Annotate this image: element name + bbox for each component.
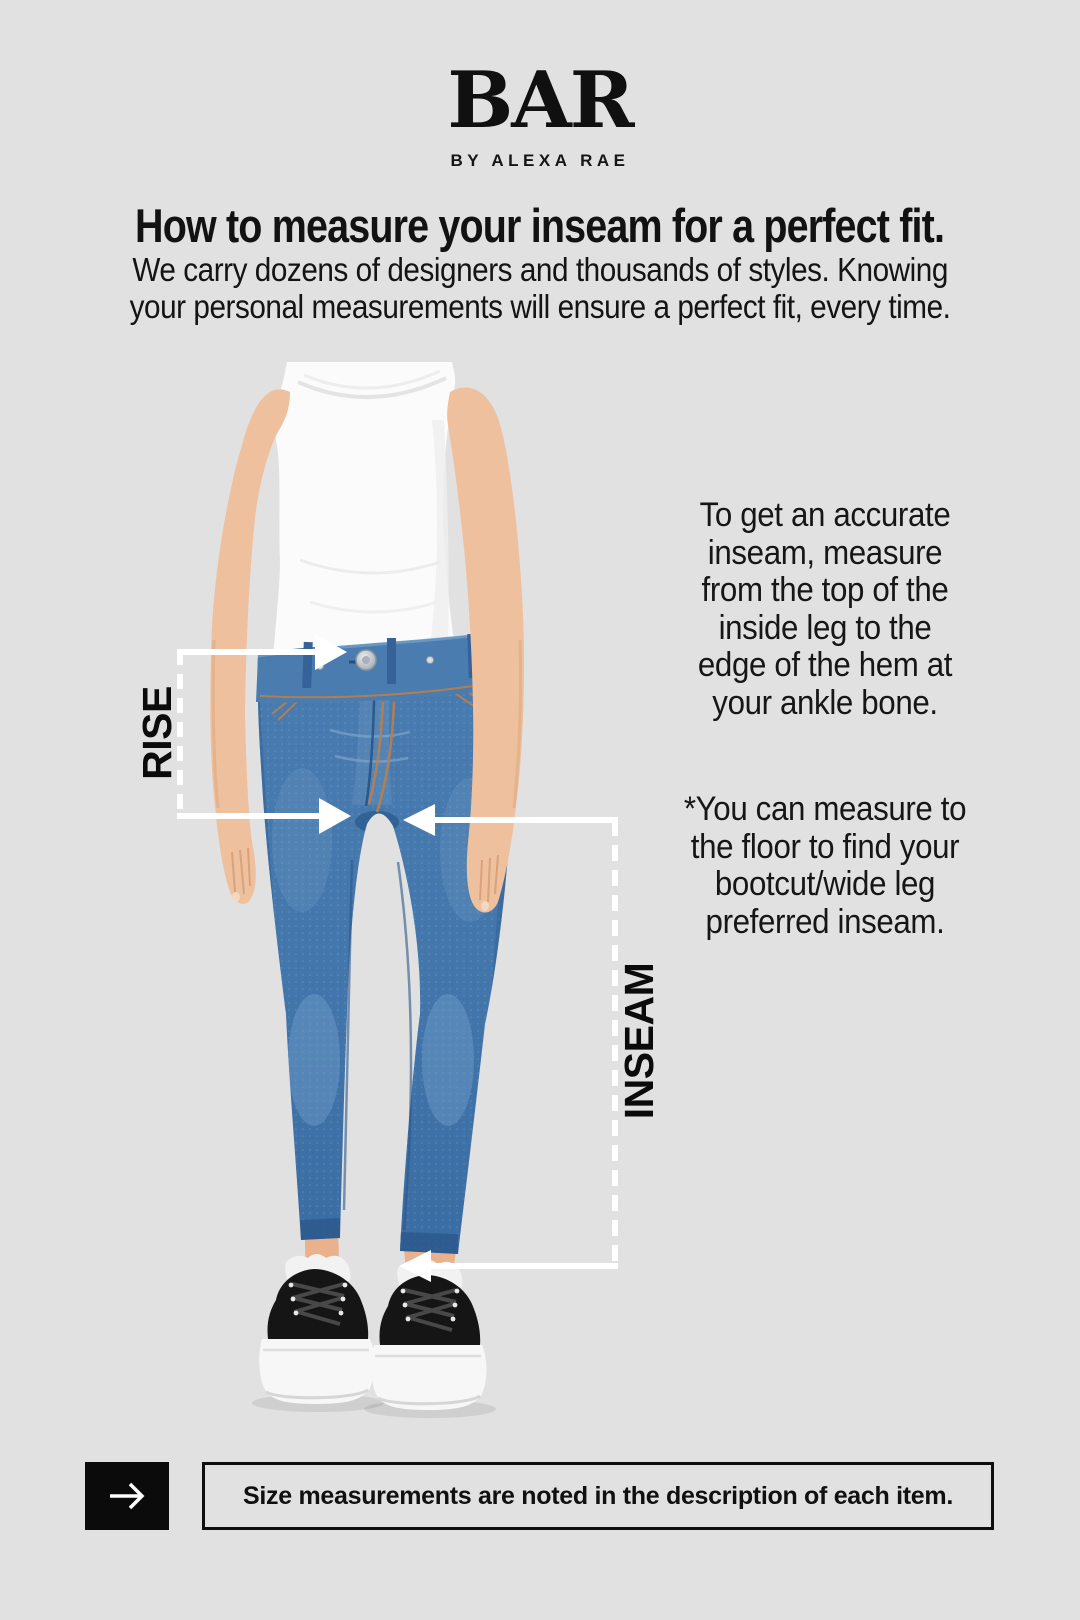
rise-label: RISE	[134, 686, 180, 780]
page-title: How to measure your inseam for a perfect fit.	[135, 199, 945, 252]
subtitle-line: We carry dozens of designers and thousands of styles. Knowing	[132, 251, 948, 288]
footer-note-box	[202, 1462, 994, 1530]
inseam-top-line	[433, 817, 618, 823]
floor-measure-note	[640, 791, 1010, 941]
inseam-bottom-line	[430, 1263, 618, 1269]
jeans-rivet	[427, 657, 434, 664]
brand-byline: BY ALEXA RAE	[450, 151, 630, 170]
instruction-line: from the top of the	[701, 571, 949, 609]
instruction-line: your ankle bone.	[712, 683, 938, 722]
brand-logo: BAR	[447, 55, 633, 146]
rise-bottom-line	[177, 813, 319, 819]
instruction-line: edge of the hem at	[697, 646, 953, 684]
arrow-right-icon	[104, 1476, 150, 1516]
left-shoe	[259, 1254, 374, 1404]
inseam-instruction-text	[640, 497, 1010, 722]
next-arrow-button[interactable]	[85, 1462, 169, 1530]
instruction-line: inseam, measure	[707, 533, 943, 572]
right-shoe	[371, 1260, 486, 1410]
inseam-label: INSEAM	[616, 962, 662, 1120]
instruction-line: inside leg to the	[718, 608, 932, 647]
note-line: bootcut/wide leg	[714, 865, 936, 903]
note-line: the floor to find your	[690, 827, 960, 866]
footer-note-text: Size measurements are noted in the description of each item.	[243, 1481, 953, 1510]
instruction-line: To get an accurate	[699, 496, 951, 534]
note-line: preferred inseam.	[705, 902, 945, 941]
rise-top-line	[177, 649, 315, 655]
note-line: *You can measure to	[683, 790, 967, 828]
subtitle-line: your personal measurements will ensure a perfect fit, every time.	[129, 288, 951, 325]
